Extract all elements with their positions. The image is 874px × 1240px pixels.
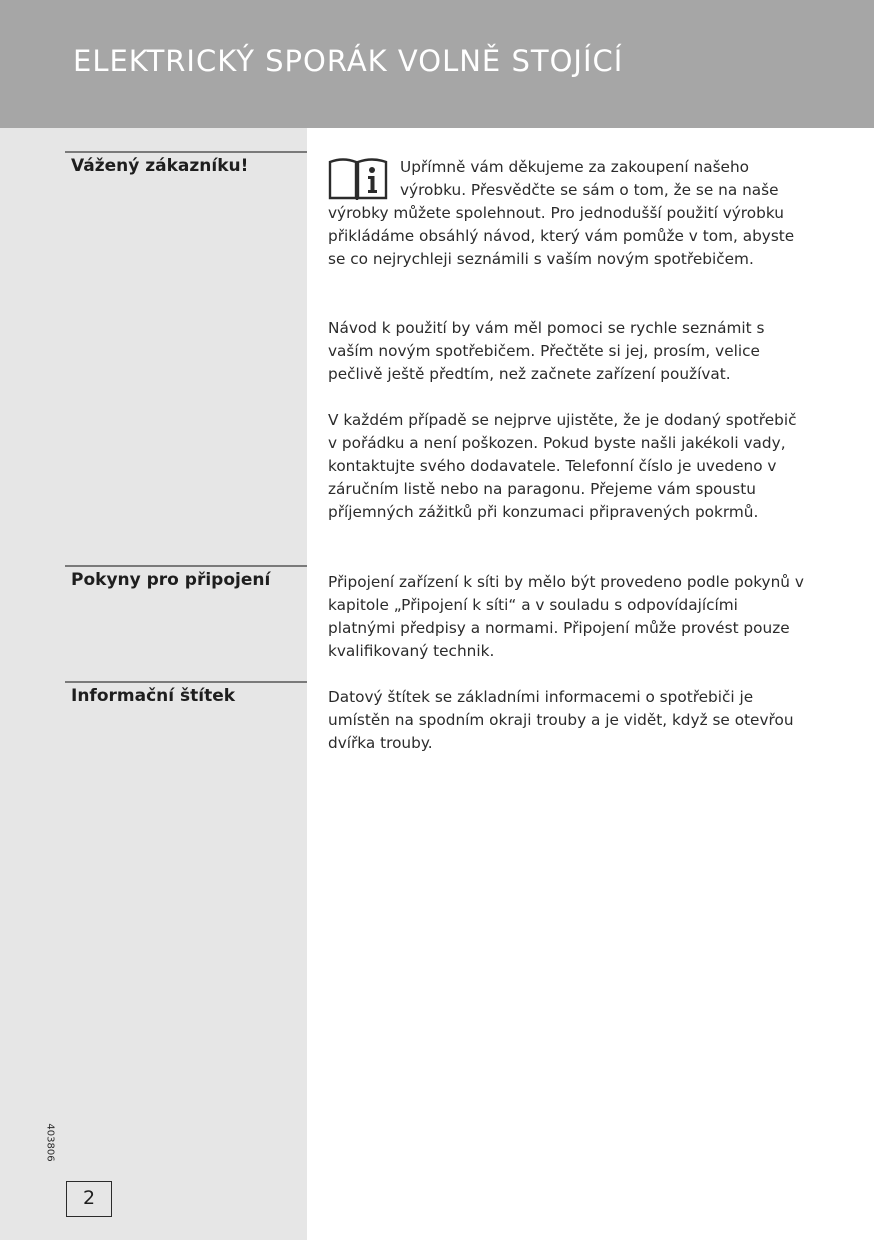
paragraph-intro: Upřímně vám děkujeme za zakoupení našeho výrobku. Přesvědčte se sám o tom, že se na naše výrobky můžete spolehnout. Pro jednodušší použití výrobku přikládáme obsáhlý návod, který vám pomůže v tom, abyste se co nejrychleji seznámili s vaším novým spotřebičem. (328, 158, 795, 268)
info-book-icon (328, 156, 388, 202)
paragraph-info-label: Datový štítek se základními informacemi o spotřebiči je umístěn na spodním okraji trouby a je vidět, když se otevřou dvířka trouby. (328, 688, 794, 752)
page-title: ELEKTRICKÝ SPORÁK VOLNĚ STOJÍCÍ (73, 44, 624, 78)
section-heading-connection: Pokyny pro připojení (65, 565, 307, 590)
paragraph-inspection: V každém případě se nejprve ujistěte, že je dodaný spotřebič v pořádku a není poškozen. Pokud byste našli jakékoli vady, kontaktujte svého dodavatele. Telefonní číslo je uvedeno v záručním listě nebo na paragonu. Přejeme vám spoustu příjemných zážitků při konzumaci připravených pokrmů. (328, 411, 797, 521)
document-number (43, 1122, 57, 1166)
section-heading-dear-customer: Vážený zákazníku! (65, 151, 307, 176)
page-header (0, 0, 874, 128)
paragraph-connection: Připojení zařízení k síti by mělo být provedeno podle pokynů v kapitole „Připojení k síti“ a v souladu s odpovídajícími platnými předpisy a normami. Připojení může provést pouze kvalifikovaný technik. (328, 573, 804, 660)
paragraph-manual: Návod k použití by vám měl pomoci se rychle seznámit s vaším novým spotřebičem. Přečtěte si jej, prosím, velice pečlivě ještě předtím, než začnete zařízení používat. (328, 319, 765, 383)
section-heading-info-label: Informační štítek (65, 681, 307, 706)
page-number: 2 (66, 1181, 112, 1217)
intro-block (328, 156, 808, 271)
document-number-text: 403806 (44, 1123, 56, 1162)
